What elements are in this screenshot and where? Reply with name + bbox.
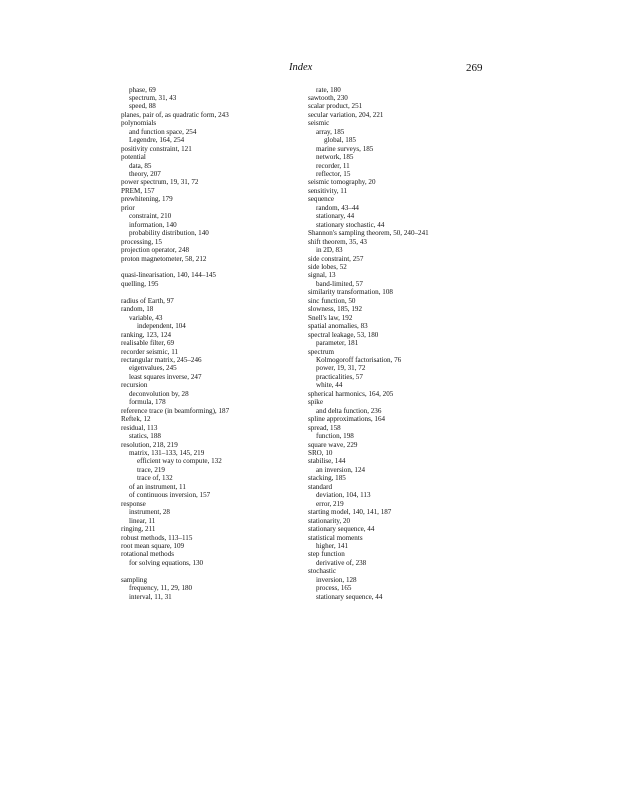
index-entry: spectral leakage, 53, 180: [308, 330, 379, 339]
index-subentry: of an instrument, 11: [129, 482, 186, 491]
index-entry: Snell's law, 192: [308, 313, 353, 322]
index-subentry: deconvolution by, 28: [129, 389, 189, 398]
index-entry: processing, 15: [121, 237, 162, 246]
index-subentry: marine surveys, 185: [316, 144, 374, 153]
index-entry: positivity constraint, 121: [121, 144, 192, 153]
index-subentry: error, 219: [316, 499, 344, 508]
index-subentry: stationary, 44: [316, 212, 355, 221]
index-entry: side constraint, 257: [308, 254, 364, 263]
index-entry: slowness, 185, 192: [308, 305, 362, 314]
index-entry: secular variation, 204, 221: [308, 110, 384, 119]
index-subentry: band-limited, 57: [316, 279, 363, 288]
index-subentry: interval, 11, 31: [129, 592, 172, 601]
index-subentry: least squares inverse, 247: [129, 372, 202, 381]
index-subentry: trace of, 132: [137, 474, 173, 483]
index-entry: sampling: [121, 575, 148, 584]
index-entry: statistical moments: [308, 533, 363, 542]
index-entry: scalar product, 251: [308, 102, 363, 111]
index-entry: prewhitening, 179: [121, 195, 173, 204]
index-subentry: matrix, 131–133, 145, 219: [129, 448, 205, 457]
index-entry: ranking, 123, 124: [121, 330, 172, 339]
index-entry: sequence: [308, 195, 334, 204]
index-entry: recorder seismic, 11: [121, 347, 179, 356]
index-subentry: of continuous inversion, 157: [129, 491, 211, 500]
index-entry: radius of Earth, 97: [121, 296, 174, 305]
index-entry: spike: [308, 398, 323, 407]
index-entry: Reftek, 12: [121, 415, 151, 424]
index-subentry: efficient way to compute, 132: [137, 457, 222, 466]
index-column-left: [121, 86, 321, 602]
index-entry: Shannon's sampling theorem, 50, 240–241: [308, 229, 429, 238]
index-entry: spherical harmonics, 164, 205: [308, 389, 394, 398]
index-entry: standard: [308, 482, 333, 491]
index-subentry: for solving equations, 130: [129, 558, 204, 567]
index-subentry: derivative of, 238: [316, 558, 367, 567]
index-subentry: speed, 88: [129, 102, 156, 111]
index-entry: rectangular matrix, 245–246: [121, 356, 202, 364]
index-entry: root mean square, 109: [121, 541, 185, 550]
index-subentry: statics, 188: [129, 432, 161, 441]
index-entry: sensitivity, 11: [308, 186, 348, 195]
index-subentry: network, 185: [316, 153, 354, 162]
index-subentry: process, 165: [316, 584, 352, 593]
index-entry: signal, 13: [308, 271, 336, 280]
index-entry: seismic tomography, 20: [308, 178, 376, 187]
index-subentry: phase, 69: [129, 85, 156, 94]
index-subentry: eigenvalues, 245: [129, 364, 177, 373]
index-entry: step function: [308, 550, 345, 559]
index-subentry: stationary sequence, 44: [316, 592, 383, 601]
section-gap: [121, 567, 321, 575]
index-subentry: constraint, 210: [129, 212, 172, 221]
index-entry: resolution, 218, 219: [121, 440, 178, 449]
index-subentry: theory, 207: [129, 170, 161, 179]
index-subentry: Legendre, 164, 254: [129, 136, 185, 145]
index-subentry: random, 43–44: [316, 203, 359, 212]
index-entry: ringing, 211: [121, 525, 156, 534]
index-subentry: deviation, 104, 113: [316, 491, 371, 500]
index-entry: recursion: [121, 381, 148, 390]
index-subentry: function, 198: [316, 432, 354, 441]
index-entry: square wave, 229: [308, 440, 358, 449]
index-subentry: frequency, 11, 29, 180: [129, 584, 193, 593]
index-subentry: spectrum, 31, 43: [129, 93, 177, 102]
index-subentry: white, 44: [316, 381, 343, 390]
index-subentry: stationary stochastic, 44: [316, 220, 385, 229]
index-subentry: and delta function, 236: [316, 406, 382, 415]
index-entry: side lobes, 52: [308, 263, 347, 272]
index-entry: potential: [121, 153, 146, 162]
index-entry: planes, pair of, as quadratic form, 243: [121, 110, 229, 119]
index-column-right: [308, 86, 508, 602]
index-entry: robust methods, 113–115: [121, 533, 193, 542]
index-subentry: formula, 178: [129, 398, 166, 407]
index-subentry: recorder, 11: [316, 161, 350, 170]
page-number: 269: [466, 62, 483, 74]
index-entry: PREM, 157: [121, 186, 155, 195]
section-gap: [121, 288, 321, 296]
index-entry: spread, 158: [308, 423, 341, 432]
index-entry: projection operator, 248: [121, 246, 190, 255]
index-entry: seismic: [308, 119, 330, 128]
index-entry: stationary sequence, 44: [308, 525, 375, 534]
index-subentry: Kolmogoroff factorisation, 76: [316, 356, 402, 364]
index-entry: polynomials: [121, 119, 157, 128]
index-entry: realisable filter, 69: [121, 339, 175, 348]
index-subentry: instrument, 28: [129, 508, 170, 517]
index-subentry: reflector, 15: [316, 170, 351, 179]
index-subentry: independent, 104: [137, 322, 186, 331]
index-entry: SRO, 10: [308, 448, 333, 457]
index-entry: spatial anomalies, 83: [308, 322, 368, 331]
index-entry: shift theorem, 35, 43: [308, 237, 367, 246]
index-entry: stationarity, 20: [308, 516, 351, 525]
index-entry: rotational methods: [121, 550, 174, 559]
index-entry: quelling, 195: [121, 279, 159, 288]
index-subentry: trace, 219: [137, 465, 165, 474]
index-entry: stochastic: [308, 567, 336, 576]
index-entry: residual, 113: [121, 423, 158, 432]
index-entry: power spectrum, 19, 31, 72: [121, 178, 199, 187]
index-subentry: variable, 43: [129, 313, 163, 322]
index-entry: stabilise, 144: [308, 457, 346, 466]
index-subentry: practicalities, 57: [316, 372, 363, 381]
index-subentry: parameter, 181: [316, 339, 359, 348]
page-header: [0, 62, 617, 78]
index-entry: spline approximations, 164: [308, 415, 386, 424]
index-subentry: linear, 11: [129, 516, 156, 525]
index-subentry: global, 185: [324, 136, 356, 145]
index-subentry: data, 85: [129, 161, 152, 170]
index-subentry: rate, 180: [316, 85, 341, 94]
index-subentry: in 2D, 83: [316, 246, 343, 255]
index-entry: starting model, 140, 141, 187: [308, 508, 392, 517]
index-entry: sinc function, 50: [308, 296, 356, 305]
index-entry: proton magnetometer, 58, 212: [121, 254, 207, 263]
index-subentry: inversion, 128: [316, 575, 357, 584]
index-subentry: information, 140: [129, 220, 177, 229]
index-subentry: and function space, 254: [129, 127, 197, 136]
index-subentry: an inversion, 124: [316, 465, 366, 474]
index-entry: sawtooth, 230: [308, 93, 348, 102]
index-subentry: array, 185: [316, 127, 345, 136]
section-gap: [121, 263, 321, 271]
index-entry: random, 18: [121, 305, 154, 314]
index-subentry: power, 19, 31, 72: [316, 364, 366, 373]
index-entry: reference trace (in beamforming), 187: [121, 406, 230, 415]
running-title: Index: [289, 62, 313, 73]
index-subentry: higher, 141: [316, 541, 349, 550]
index-entry: similarity transformation, 108: [308, 288, 393, 297]
index-entry: stacking, 185: [308, 474, 346, 483]
index-subentry: probability distribution, 140: [129, 229, 209, 238]
index-entry: spectrum: [308, 347, 335, 356]
index-entry: prior: [121, 203, 135, 212]
index-entry: response: [121, 499, 146, 508]
index-entry: quasi-linearisation, 140, 144–145: [121, 271, 216, 280]
